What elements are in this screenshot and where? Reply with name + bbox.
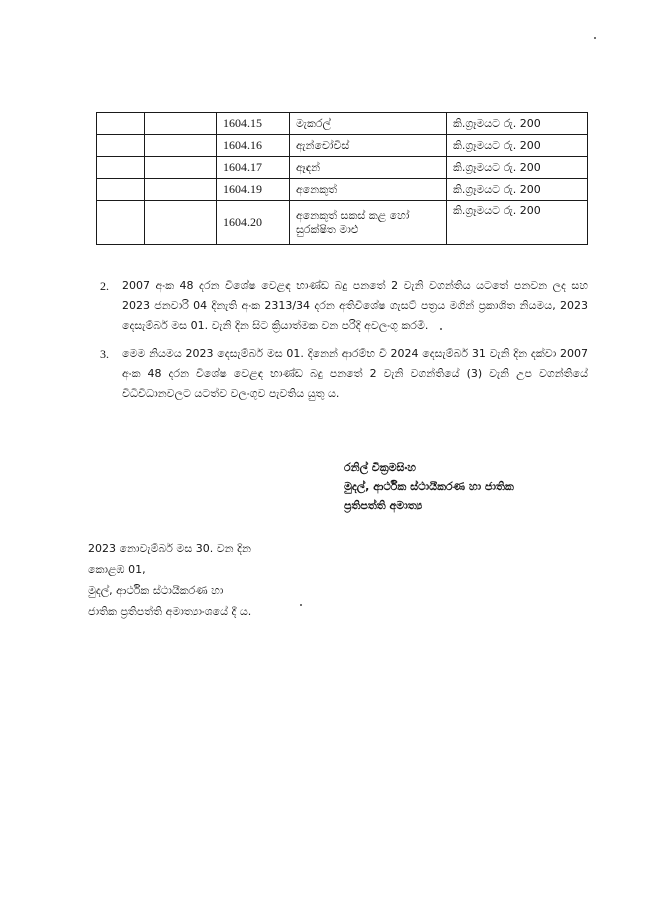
hs-code-cell: 1604.19 bbox=[217, 179, 290, 201]
signature-block bbox=[344, 458, 514, 515]
tax-rate-cell: කි.ග්‍රෑමයට රු. 200 bbox=[447, 113, 588, 135]
paragraph-number: 2. bbox=[100, 279, 109, 293]
ministry-line: මුදල්, ආර්ථික ස්ථායීකරණ හා bbox=[88, 584, 224, 597]
table-cell-blank bbox=[145, 135, 217, 157]
table-cell-blank bbox=[145, 179, 217, 201]
paragraph-2 bbox=[100, 276, 588, 336]
tax-rate-cell: කි.ග්‍රෑමයට රු. 200 bbox=[447, 157, 588, 179]
item-description-cell: මැකරල් bbox=[290, 113, 447, 135]
scan-speck bbox=[594, 37, 596, 39]
scan-speck bbox=[300, 604, 302, 606]
tax-rate-cell: කි.ග්‍රෑමයට රු. 200 bbox=[447, 179, 588, 201]
ministry-line: ජාතික ප්‍රතිපත්ති අමාත්‍යාංශයේ දී ය. bbox=[88, 605, 252, 618]
paragraph-text: මෙම නියමය 2023 දෙසැම්බර් මස 01. දිනෙන් ආරම්භ වී 2024 දෙසැම්බර් 31 වැනි දින දක්වා 2007 අංක 48 දරන විශේෂ වෙළඳ භාණ්ඩ බදු පනතේ 2 වැනි වගන්තියේ (3) වැනි උප වගන්තියේ විධිවිධානවලට යටත්ව වලංගුව පැවතිය යුතු ය. bbox=[122, 347, 588, 400]
date-line: 2023 නොවැම්බර් මස 30. වන දින bbox=[88, 542, 251, 555]
table-cell-blank bbox=[97, 201, 145, 245]
table-row bbox=[97, 201, 588, 245]
item-description-cell: අනෙකුත් bbox=[290, 179, 447, 201]
item-description-cell: ඈඳන් bbox=[290, 157, 447, 179]
hs-code-cell: 1604.16 bbox=[217, 135, 290, 157]
table-row bbox=[97, 179, 588, 201]
table-cell-blank bbox=[145, 201, 217, 245]
tariff-table bbox=[96, 112, 588, 245]
table-cell-blank bbox=[97, 135, 145, 157]
table-row bbox=[97, 113, 588, 135]
table-row bbox=[97, 135, 588, 157]
tax-rate-cell: කි.ග්‍රෑමයට රු. 200 bbox=[447, 201, 588, 245]
tax-rate-cell: කි.ග්‍රෑමයට රු. 200 bbox=[447, 135, 588, 157]
hs-code-cell: 1604.15 bbox=[217, 113, 290, 135]
hs-code-cell: 1604.17 bbox=[217, 157, 290, 179]
table-cell-blank bbox=[97, 179, 145, 201]
table-cell-blank bbox=[145, 157, 217, 179]
signatory-title: ප්‍රතිපත්ති අමාත්‍ය bbox=[344, 499, 423, 512]
signatory-name: රනිල් වික්‍රමසිංහ bbox=[344, 461, 416, 474]
table-row bbox=[97, 157, 588, 179]
table-cell-blank bbox=[97, 113, 145, 135]
date-place-block bbox=[88, 538, 251, 622]
paragraph-text: 2007 අංක 48 දරන විශේෂ වෙළඳ භාණ්ඩ බදු පනතේ 2 වැනි වගන්තිය යටතේ පනවන ලද සහ 2023 ජනවාරි 04 දිනැති අංක 2313/34 දරන අතිවිශේෂ ගැසට් පත්‍රය මගින් ප්‍රකාශිත නියමය, 2023 දෙසැම්බර් මස 01. වැනි දින සිට ක්‍රියාත්මක වන පරිදි අවලංගු කරමි. bbox=[122, 279, 588, 332]
hs-code-cell: 1604.20 bbox=[217, 201, 290, 245]
scan-speck bbox=[440, 328, 442, 330]
paragraph-number: 3. bbox=[100, 347, 109, 361]
table-cell-blank bbox=[97, 157, 145, 179]
signatory-title: මුදල්, ආර්ථික ස්ථායීකරණ හා ජාතික bbox=[344, 480, 514, 493]
table-cell-blank bbox=[145, 113, 217, 135]
item-description-cell: අනෙකුත් සකස් කළ හෝ සුරක්ෂිත මාළු bbox=[290, 201, 447, 245]
item-description-cell: ඇන්චෝවීස් bbox=[290, 135, 447, 157]
paragraph-3 bbox=[100, 344, 588, 404]
place-line: කොළඹ 01, bbox=[88, 563, 146, 576]
